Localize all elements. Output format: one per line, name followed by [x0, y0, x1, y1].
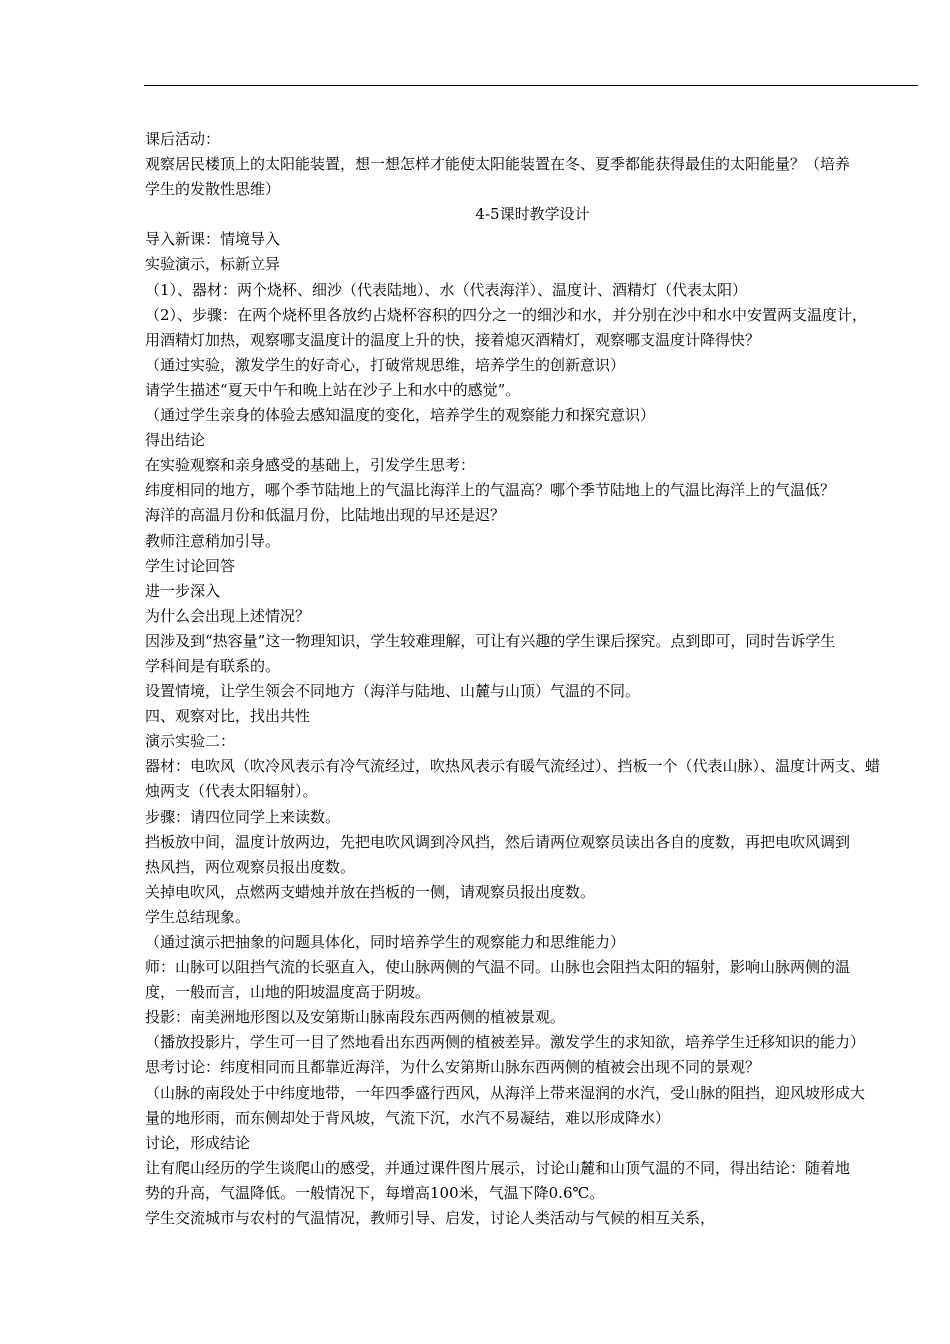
text-line: 思考讨论：纬度相同而且都靠近海洋，为什么安第斯山脉东西两侧的植被会出现不同的景观？	[145, 1058, 761, 1077]
text-line: 教师注意稍加引导。	[145, 531, 281, 550]
text-line: 用酒精灯加热，观察哪支温度计的温度上升的快，接着熄灭酒精灯，观察哪支温度计降得快？	[145, 330, 761, 349]
text-line: 度，一般而言，山地的阳坡温度高于阴坡。	[145, 983, 431, 1002]
text-line: 投影：南美洲地形图以及安第斯山脉南段东西两侧的植被景观。	[145, 1008, 566, 1027]
text-line: 请学生描述“夏天中午和晚上站在沙子上和水中的感觉”。	[145, 380, 521, 399]
text-line: 学生交流城市与农村的气温情况，教师引导、启发，讨论人类活动与气候的相互关系，	[145, 1209, 716, 1228]
text-line: 因涉及到“热容量”这一物理知识，学生较难理解，可让有兴趣的学生课后探究。点到即可，同时告诉学生	[145, 631, 836, 650]
text-line: 烛两支（代表太阳辐射）。	[145, 782, 318, 801]
text-line: 课后活动：	[145, 130, 221, 148]
text-line: 学科间是有联系的。	[145, 656, 281, 675]
text-line: 热风挡，两位观察员报出度数。	[145, 857, 356, 876]
text-line: （1）、器材：两个烧杯、细沙（代表陆地）、水（代表海洋）、温度计、酒精灯（代表太阳）	[145, 280, 748, 299]
text-line: 实验演示，标新立异	[145, 255, 281, 274]
text-line: （山脉的南段处于中纬度地带，一年四季盛行西风，从海洋上带来湿润的水汽，受山脉的阻挡，迎风坡形成大	[145, 1083, 866, 1102]
text-line: 在实验观察和亲身感受的基础上，引发学生思考：	[145, 456, 476, 475]
text-line: （通过演示把抽象的问题具体化，同时培养学生的观察能力和思维能力）	[145, 933, 626, 951]
text-line: 观察居民楼顶上的太阳能装置，想一想怎样才能使太阳能装置在冬、夏季都能获得最佳的太阳能量？（培养	[145, 155, 851, 174]
text-line: 导入新课：情境导入	[145, 230, 281, 249]
text-line: （通过实验，激发学生的好奇心，打破常规思维，培养学生的创新意识）	[145, 355, 626, 374]
section-title: 4-5课时教学设计	[475, 205, 590, 224]
document-body	[145, 127, 920, 1231]
header-rule	[144, 85, 918, 86]
text-line: 挡板放中间，温度计放两边，先把电吹风调到冷风挡，然后请两位观察员读出各自的度数，再把电吹风调到	[145, 832, 851, 851]
text-line: （播放投影片，学生可一目了然地看出东西两侧的植被差异。激发学生的求知欲，培养学生迁移知识的能力）	[145, 1033, 866, 1052]
text-line: 器材：电吹风（吹冷风表示有冷气流经过，吹热风表示有暖气流经过）、挡板一个（代表山脉）、温度计两支、蜡	[145, 757, 881, 776]
text-line: 为什么会出现上述情况？	[145, 606, 311, 625]
text-line: 进一步深入	[145, 581, 221, 600]
text-line: 学生的发散性思维）	[145, 180, 281, 199]
text-line: （2）、步骤：在两个烧杯里各放约占烧杯容积的四分之一的细沙和水，并分别在沙中和水中安置两支温度计，	[145, 305, 868, 324]
text-line: 讨论，形成结论	[145, 1133, 251, 1152]
text-line: 让有爬山经历的学生谈爬山的感受，并通过课件图片展示，讨论山麓和山顶气温的不同，得出结论：随着地	[145, 1158, 851, 1177]
text-line: 纬度相同的地方，哪个季节陆地上的气温比海洋上的气温高？哪个季节陆地上的气温比海洋上的气温低？	[145, 481, 836, 500]
text-line: 关掉电吹风，点燃两支蜡烛并放在挡板的一侧，请观察员报出度数。	[145, 882, 596, 901]
text-line: 设置情境，让学生领会不同地方（海洋与陆地、山麓与山顶）气温的不同。	[145, 682, 641, 701]
text-line: 四、观察对比，找出共性	[145, 707, 311, 726]
text-line: 学生讨论回答	[145, 556, 236, 575]
text-line: 师：山脉可以阻挡气流的长驱直入，使山脉两侧的气温不同。山脉也会阻挡太阳的辐射，影响山脉两侧的温	[145, 958, 851, 977]
text-line: （通过学生亲身的体验去感知温度的变化，培养学生的观察能力和探究意识）	[145, 406, 656, 425]
text-line: 势的升高，气温降低。一般情况下，每增高100米，气温下降0.6℃。	[145, 1183, 605, 1202]
text-line: 步骤：请四位同学上来读数。	[145, 807, 341, 826]
text-line: 演示实验二：	[145, 732, 236, 751]
text-line: 海洋的高温月份和低温月份，比陆地出现的早还是迟？	[145, 506, 506, 525]
text-line: 得出结论	[145, 431, 206, 450]
text-line: 量的地形雨，而东侧却处于背风坡，气流下沉，水汽不易凝结，难以形成降水）	[145, 1108, 671, 1127]
text-line: 学生总结现象。	[145, 907, 251, 926]
